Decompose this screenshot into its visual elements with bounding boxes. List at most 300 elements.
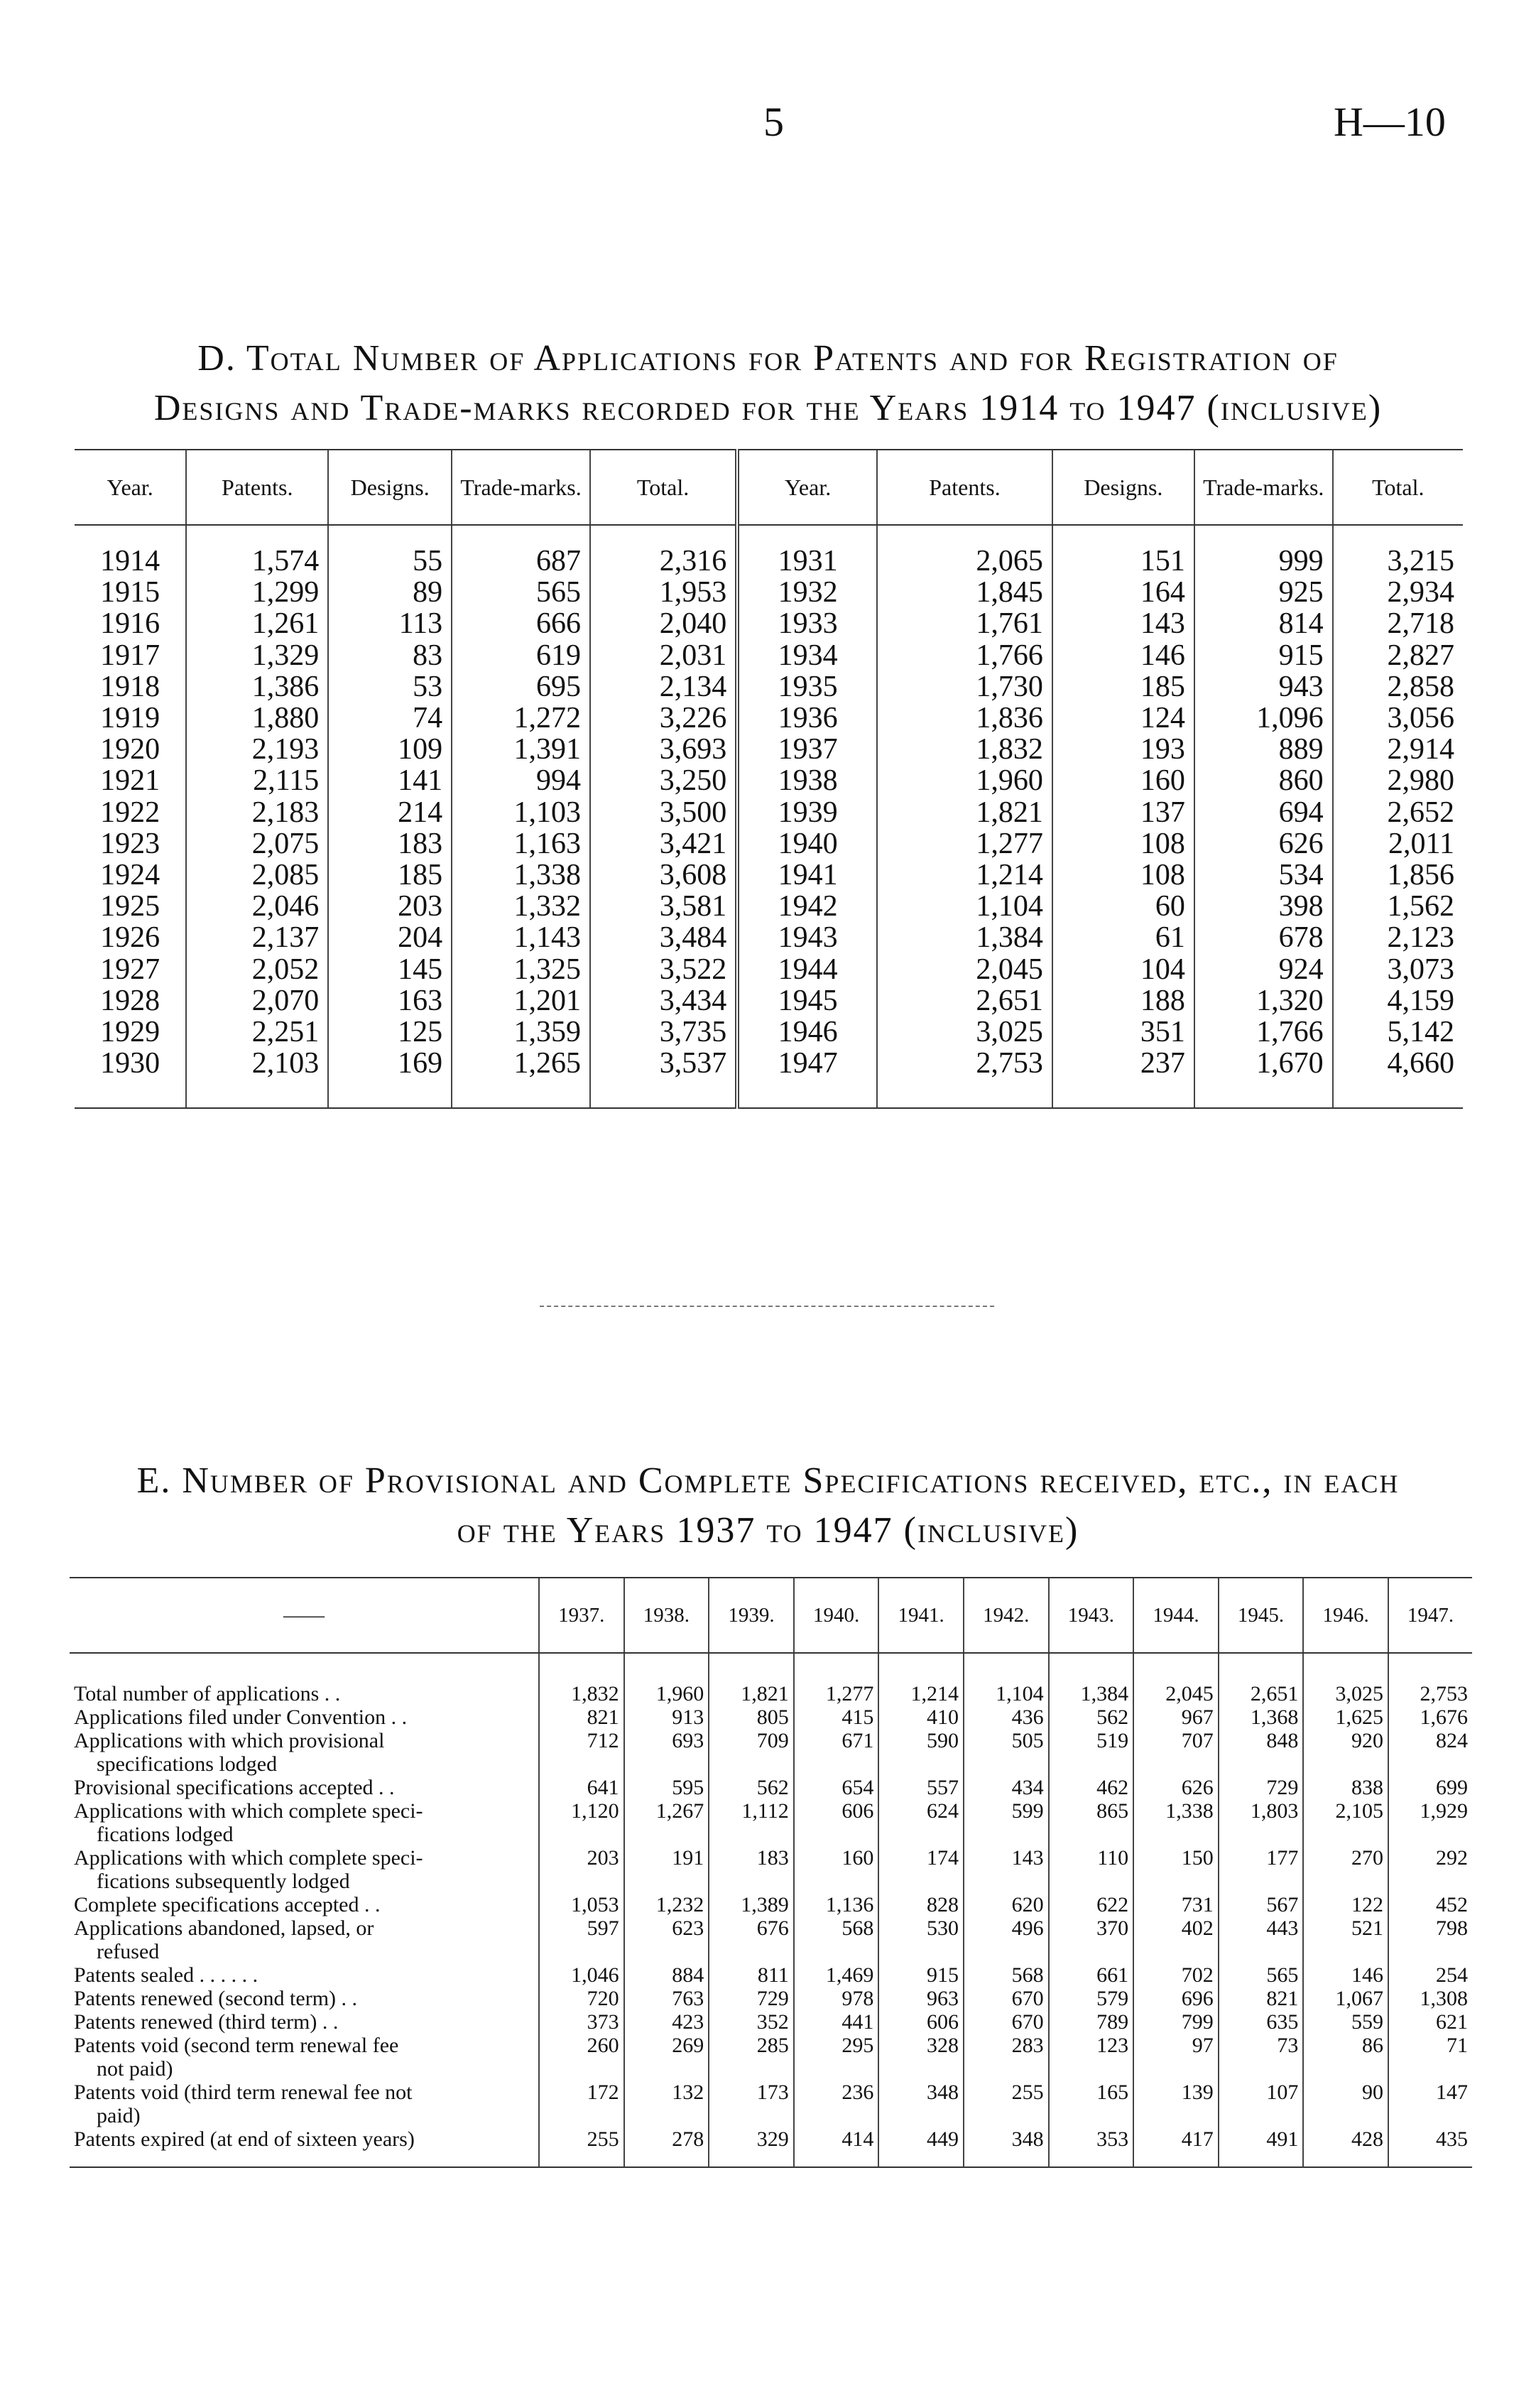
value-cell: 73 — [1219, 2034, 1304, 2081]
value-cell: 2,115 — [186, 765, 328, 796]
specifications-row — [70, 1846, 1472, 1893]
value-cell: 763 — [624, 1987, 709, 2010]
value-cell: 141 — [328, 765, 452, 796]
value-cell: 236 — [794, 2081, 879, 2127]
value-cell: 270 — [1303, 1846, 1388, 1893]
value-cell: 2,065 — [877, 525, 1052, 577]
value-cell: 2,651 — [877, 985, 1052, 1016]
value-cell: 1,143 — [452, 922, 590, 953]
value-cell: 557 — [878, 1776, 964, 1799]
section-d-title-line2: Designs and Trade-marks recorded for the Years 1914 to 1947 (inclusive) — [153, 388, 1383, 428]
value-cell: 1,332 — [452, 891, 590, 922]
value-cell: 1,104 — [964, 1653, 1049, 1705]
value-cell: 1,308 — [1388, 1987, 1472, 2010]
value-cell: 999 — [1194, 525, 1333, 577]
value-cell: 707 — [1133, 1729, 1219, 1776]
value-cell: 160 — [1052, 765, 1194, 796]
value-cell: 1,277 — [794, 1653, 879, 1705]
specifications-row — [70, 1987, 1472, 2010]
value-cell: 1,103 — [452, 797, 590, 828]
value-cell: 108 — [1052, 828, 1194, 859]
value-cell: 3,434 — [590, 985, 737, 1016]
row-label-continuation: specifications lodged — [97, 1752, 278, 1776]
value-cell: 1,880 — [186, 703, 328, 734]
value-cell: 55 — [328, 525, 452, 577]
year-cell: 1914 — [100, 545, 160, 578]
value-cell: 678 — [1194, 922, 1333, 953]
value-cell: 173 — [709, 2081, 794, 2127]
value-cell: 559 — [1303, 2010, 1388, 2034]
row-label-text: Total number of applications . . — [74, 1682, 341, 1705]
value-cell: 4,159 — [1333, 985, 1463, 1016]
value-cell: 150 — [1133, 1846, 1219, 1893]
value-cell: 2,934 — [1333, 577, 1463, 608]
value-cell: 255 — [964, 2081, 1049, 2127]
value-cell: 2,045 — [877, 953, 1052, 985]
row-label — [70, 1799, 539, 1846]
value-cell: 3,073 — [1333, 953, 1463, 985]
value-cell: 428 — [1303, 2127, 1388, 2167]
value-cell: 398 — [1194, 891, 1333, 922]
value-cell: 731 — [1133, 1893, 1219, 1916]
value-cell: 107 — [1219, 2081, 1304, 2127]
row-label-text: Applications abandoned, lapsed, or — [74, 1916, 374, 1940]
section-e-title-line1: E. Number of Provisional and Complete Specifications received, etc., in each — [136, 1460, 1400, 1501]
value-cell: 943 — [1194, 671, 1333, 703]
value-cell: 146 — [1303, 1963, 1388, 1987]
value-cell: 712 — [539, 1729, 624, 1776]
value-cell: 2,085 — [186, 859, 328, 891]
value-cell: 860 — [1194, 765, 1333, 796]
applications-row — [75, 953, 1463, 985]
section-divider — [540, 1306, 994, 1307]
value-cell: 521 — [1303, 1916, 1388, 1963]
corner-dash: —— — [70, 1578, 539, 1653]
value-cell: 1,766 — [1194, 1016, 1333, 1048]
value-cell: 838 — [1303, 1776, 1388, 1799]
value-cell: 2,075 — [186, 828, 328, 859]
year-cell: 1923 — [100, 827, 160, 860]
value-cell: 606 — [794, 1799, 879, 1846]
value-cell: 913 — [624, 1705, 709, 1729]
year-cell: 1944 — [737, 953, 877, 985]
applications-row — [75, 828, 1463, 859]
value-cell: 670 — [964, 2010, 1049, 2034]
value-cell: 889 — [1194, 734, 1333, 765]
value-cell: 2,103 — [186, 1048, 328, 1108]
value-cell: 435 — [1388, 2127, 1472, 2167]
row-label — [70, 2010, 539, 2034]
value-cell: 1,384 — [877, 922, 1052, 953]
year-column-header: 1937. — [539, 1578, 624, 1653]
value-cell: 821 — [539, 1705, 624, 1729]
col-designs-2: Designs. — [1052, 450, 1194, 525]
value-cell: 2,011 — [1333, 828, 1463, 859]
value-cell: 348 — [964, 2127, 1049, 2167]
value-cell: 370 — [1049, 1916, 1134, 1963]
value-cell: 1,359 — [452, 1016, 590, 1048]
row-label-text: Applications with which complete speci- — [74, 1799, 423, 1823]
value-cell: 2,753 — [877, 1048, 1052, 1108]
value-cell: 109 — [328, 734, 452, 765]
value-cell: 3,250 — [590, 765, 737, 796]
value-cell: 1,232 — [624, 1893, 709, 1916]
year-column-header: 1946. — [1303, 1578, 1388, 1653]
year-cell: 1939 — [737, 797, 877, 828]
year-cell: 1925 — [100, 890, 160, 923]
value-cell: 865 — [1049, 1799, 1134, 1846]
row-label-continuation: fications lodged — [97, 1823, 234, 1846]
value-cell: 373 — [539, 2010, 624, 2034]
value-cell: 145 — [328, 953, 452, 985]
value-cell: 1,214 — [877, 859, 1052, 891]
specifications-row — [70, 1653, 1472, 1705]
specifications-row — [70, 1916, 1472, 1963]
value-cell: 2,651 — [1219, 1653, 1304, 1705]
year-cell: 1943 — [737, 922, 877, 953]
value-cell: 71 — [1388, 2034, 1472, 2081]
value-cell: 1,960 — [624, 1653, 709, 1705]
value-cell: 185 — [1052, 671, 1194, 703]
value-cell: 661 — [1049, 1963, 1134, 1987]
value-cell: 590 — [878, 1729, 964, 1776]
value-cell: 3,735 — [590, 1016, 737, 1048]
value-cell: 260 — [539, 2034, 624, 2081]
year-cell: 1917 — [100, 639, 160, 672]
value-cell: 3,537 — [590, 1048, 737, 1108]
value-cell: 2,718 — [1333, 608, 1463, 639]
row-label-continuation: refused — [97, 1940, 160, 1963]
value-cell: 821 — [1219, 1987, 1304, 2010]
row-label — [70, 1893, 539, 1916]
applications-row — [75, 671, 1463, 703]
value-cell: 169 — [328, 1048, 452, 1108]
year-cell: 1922 — [100, 796, 160, 829]
specifications-row — [70, 1963, 1472, 1987]
value-cell: 285 — [709, 2034, 794, 2081]
row-label-text: Patents expired (at end of sixteen years) — [74, 2127, 415, 2151]
value-cell: 137 — [1052, 797, 1194, 828]
value-cell: 124 — [1052, 703, 1194, 734]
value-cell: 519 — [1049, 1729, 1134, 1776]
value-cell: 415 — [794, 1705, 879, 1729]
value-cell: 2,031 — [590, 640, 737, 671]
section-e-title-line2: of the Years 1937 to 1947 (inclusive) — [457, 1510, 1079, 1551]
value-cell: 160 — [794, 1846, 879, 1893]
applications-row — [75, 922, 1463, 953]
value-cell: 1,676 — [1388, 1705, 1472, 1729]
value-cell: 104 — [1052, 953, 1194, 985]
value-cell: 1,096 — [1194, 703, 1333, 734]
applications-row — [75, 765, 1463, 796]
value-cell: 534 — [1194, 859, 1333, 891]
value-cell: 204 — [328, 922, 452, 953]
value-cell: 191 — [624, 1846, 709, 1893]
value-cell: 188 — [1052, 985, 1194, 1016]
value-cell: 1,136 — [794, 1893, 879, 1916]
value-cell: 60 — [1052, 891, 1194, 922]
value-cell: 915 — [878, 1963, 964, 1987]
row-label-text: Patents void (second term renewal fee — [74, 2034, 399, 2057]
value-cell: 3,581 — [590, 891, 737, 922]
value-cell: 2,046 — [186, 891, 328, 922]
year-cell: 1932 — [737, 577, 877, 608]
value-cell: 626 — [1194, 828, 1333, 859]
value-cell: 237 — [1052, 1048, 1194, 1108]
value-cell: 402 — [1133, 1916, 1219, 1963]
row-label-text: Patents renewed (third term) . . — [74, 2010, 339, 2034]
value-cell: 2,914 — [1333, 734, 1463, 765]
value-cell: 410 — [878, 1705, 964, 1729]
value-cell: 798 — [1388, 1916, 1472, 1963]
row-label — [70, 1916, 539, 1963]
value-cell: 164 — [1052, 577, 1194, 608]
col-patents: Patents. — [186, 450, 328, 525]
year-cell: 1915 — [100, 576, 160, 609]
year-cell: 1940 — [737, 828, 877, 859]
value-cell: 1,261 — [186, 608, 328, 639]
value-cell: 74 — [328, 703, 452, 734]
value-cell: 1,338 — [452, 859, 590, 891]
value-cell: 203 — [328, 891, 452, 922]
value-cell: 423 — [624, 2010, 709, 2034]
value-cell: 496 — [964, 1916, 1049, 1963]
value-cell: 1,384 — [1049, 1653, 1134, 1705]
row-label-continuation: fications subsequently lodged — [97, 1870, 350, 1893]
value-cell: 565 — [1219, 1963, 1304, 1987]
value-cell: 671 — [794, 1729, 879, 1776]
value-cell: 1,391 — [452, 734, 590, 765]
value-cell: 619 — [452, 640, 590, 671]
row-label-text: Patents renewed (second term) . . — [74, 1987, 358, 2010]
value-cell: 666 — [452, 608, 590, 639]
value-cell: 452 — [1388, 1893, 1472, 1916]
value-cell: 626 — [1133, 1776, 1219, 1799]
year-cell: 1924 — [100, 858, 160, 891]
value-cell: 3,025 — [1303, 1653, 1388, 1705]
year-cell: 1946 — [737, 1016, 877, 1048]
value-cell: 568 — [794, 1916, 879, 1963]
year-cell: 1919 — [100, 702, 160, 735]
value-cell: 3,421 — [590, 828, 737, 859]
year-column-header: 1938. — [624, 1578, 709, 1653]
value-cell: 172 — [539, 2081, 624, 2127]
year-cell: 1926 — [100, 921, 160, 955]
value-cell: 2,052 — [186, 953, 328, 985]
year-column-header: 1942. — [964, 1578, 1049, 1653]
value-cell: 505 — [964, 1729, 1049, 1776]
value-cell: 994 — [452, 765, 590, 796]
value-cell: 3,500 — [590, 797, 737, 828]
value-cell: 2,753 — [1388, 1653, 1472, 1705]
value-cell: 86 — [1303, 2034, 1388, 2081]
value-cell: 799 — [1133, 2010, 1219, 2034]
value-cell: 328 — [878, 2034, 964, 2081]
value-cell: 621 — [1388, 2010, 1472, 2034]
year-cell: 1929 — [100, 1015, 160, 1048]
value-cell: 2,040 — [590, 608, 737, 639]
value-cell: 1,046 — [539, 1963, 624, 1987]
applications-row — [75, 608, 1463, 639]
row-label-text: Complete specifications accepted . . — [74, 1893, 381, 1916]
row-label — [70, 1987, 539, 2010]
year-cell: 1936 — [737, 703, 877, 734]
value-cell: 441 — [794, 2010, 879, 2034]
value-cell: 1,299 — [186, 577, 328, 608]
value-cell: 2,827 — [1333, 640, 1463, 671]
value-cell: 696 — [1133, 1987, 1219, 2010]
value-cell: 1,832 — [877, 734, 1052, 765]
row-label-text: Patents sealed . . . . . . — [74, 1963, 258, 1987]
value-cell: 1,104 — [877, 891, 1052, 922]
value-cell: 687 — [452, 525, 590, 577]
value-cell: 709 — [709, 1729, 794, 1776]
value-cell: 848 — [1219, 1729, 1304, 1776]
value-cell: 1,670 — [1194, 1048, 1333, 1108]
value-cell: 1,112 — [709, 1799, 794, 1846]
value-cell: 89 — [328, 577, 452, 608]
value-cell: 4,660 — [1333, 1048, 1463, 1108]
value-cell: 183 — [709, 1846, 794, 1893]
value-cell: 163 — [328, 985, 452, 1016]
value-cell: 1,277 — [877, 828, 1052, 859]
value-cell: 3,522 — [590, 953, 737, 985]
value-cell: 606 — [878, 2010, 964, 2034]
value-cell: 1,214 — [878, 1653, 964, 1705]
year-column-header: 1943. — [1049, 1578, 1134, 1653]
row-label — [70, 2034, 539, 2081]
value-cell: 185 — [328, 859, 452, 891]
row-label — [70, 1776, 539, 1799]
value-cell: 329 — [709, 2127, 794, 2167]
value-cell: 915 — [1194, 640, 1333, 671]
value-cell: 670 — [964, 1987, 1049, 2010]
value-cell: 565 — [452, 577, 590, 608]
value-cell: 729 — [709, 1987, 794, 2010]
col-patents-2: Patents. — [877, 450, 1052, 525]
value-cell: 174 — [878, 1846, 964, 1893]
value-cell: 597 — [539, 1916, 624, 1963]
value-cell: 122 — [1303, 1893, 1388, 1916]
specifications-row — [70, 1729, 1472, 1776]
value-cell: 123 — [1049, 2034, 1134, 2081]
value-cell: 925 — [1194, 577, 1333, 608]
year-cell: 1935 — [737, 671, 877, 703]
row-label — [70, 1846, 539, 1893]
value-cell: 292 — [1388, 1846, 1472, 1893]
value-cell: 449 — [878, 2127, 964, 2167]
year-cell: 1941 — [737, 859, 877, 891]
value-cell: 462 — [1049, 1776, 1134, 1799]
value-cell: 1,267 — [624, 1799, 709, 1846]
value-cell: 436 — [964, 1705, 1049, 1729]
value-cell: 143 — [1052, 608, 1194, 639]
value-cell: 61 — [1052, 922, 1194, 953]
row-label — [70, 1963, 539, 1987]
year-column-header: 1945. — [1219, 1578, 1304, 1653]
value-cell: 920 — [1303, 1729, 1388, 1776]
value-cell: 702 — [1133, 1963, 1219, 1987]
value-cell: 110 — [1049, 1846, 1134, 1893]
year-column-header: 1947. — [1388, 1578, 1472, 1653]
value-cell: 693 — [624, 1729, 709, 1776]
applications-row — [75, 577, 1463, 608]
col-total-2: Total. — [1333, 450, 1463, 525]
applications-row — [75, 703, 1463, 734]
value-cell: 1,272 — [452, 703, 590, 734]
value-cell: 623 — [624, 1916, 709, 1963]
value-cell: 1,201 — [452, 985, 590, 1016]
specifications-table — [70, 1577, 1472, 2168]
value-cell: 620 — [964, 1893, 1049, 1916]
col-trademarks-2: Trade-marks. — [1194, 450, 1333, 525]
value-cell: 434 — [964, 1776, 1049, 1799]
year-column-header: 1940. — [794, 1578, 879, 1653]
value-cell: 1,053 — [539, 1893, 624, 1916]
specifications-row — [70, 2081, 1472, 2127]
value-cell: 351 — [1052, 1016, 1194, 1048]
value-cell: 295 — [794, 2034, 879, 2081]
value-cell: 884 — [624, 1963, 709, 1987]
value-cell: 694 — [1194, 797, 1333, 828]
year-cell: 1938 — [737, 765, 877, 796]
value-cell: 814 — [1194, 608, 1333, 639]
value-cell: 414 — [794, 2127, 879, 2167]
value-cell: 2,134 — [590, 671, 737, 703]
applications-row — [75, 525, 1463, 577]
value-cell: 1,469 — [794, 1963, 879, 1987]
year-cell: 1947 — [737, 1048, 877, 1108]
value-cell: 963 — [878, 1987, 964, 2010]
value-cell: 146 — [1052, 640, 1194, 671]
row-label — [70, 1705, 539, 1729]
value-cell: 113 — [328, 608, 452, 639]
value-cell: 151 — [1052, 525, 1194, 577]
value-cell: 1,329 — [186, 640, 328, 671]
value-cell: 729 — [1219, 1776, 1304, 1799]
specifications-row — [70, 1893, 1472, 1916]
year-cell: 1945 — [737, 985, 877, 1016]
row-label-continuation: not paid) — [97, 2057, 173, 2081]
value-cell: 1,761 — [877, 608, 1052, 639]
value-cell: 255 — [539, 2127, 624, 2167]
row-label — [70, 1729, 539, 1776]
col-total: Total. — [590, 450, 737, 525]
year-cell: 1928 — [100, 984, 160, 1017]
value-cell: 2,316 — [590, 525, 737, 577]
value-cell: 214 — [328, 797, 452, 828]
value-cell: 491 — [1219, 2127, 1304, 2167]
applications-row — [75, 859, 1463, 891]
applications-row — [75, 1016, 1463, 1048]
row-label — [70, 2081, 539, 2127]
value-cell: 3,056 — [1333, 703, 1463, 734]
row-label-text: Applications with which complete speci- — [74, 1846, 423, 1870]
value-cell: 254 — [1388, 1963, 1472, 1987]
row-label-continuation: paid) — [97, 2104, 141, 2127]
specifications-table-header — [70, 1578, 1472, 1653]
year-column-header: 1939. — [709, 1578, 794, 1653]
applications-row — [75, 891, 1463, 922]
value-cell: 53 — [328, 671, 452, 703]
value-cell: 567 — [1219, 1893, 1304, 1916]
value-cell: 1,845 — [877, 577, 1052, 608]
year-cell: 1927 — [100, 953, 160, 986]
value-cell: 624 — [878, 1799, 964, 1846]
value-cell: 203 — [539, 1846, 624, 1893]
value-cell: 177 — [1219, 1846, 1304, 1893]
value-cell: 283 — [964, 2034, 1049, 2081]
